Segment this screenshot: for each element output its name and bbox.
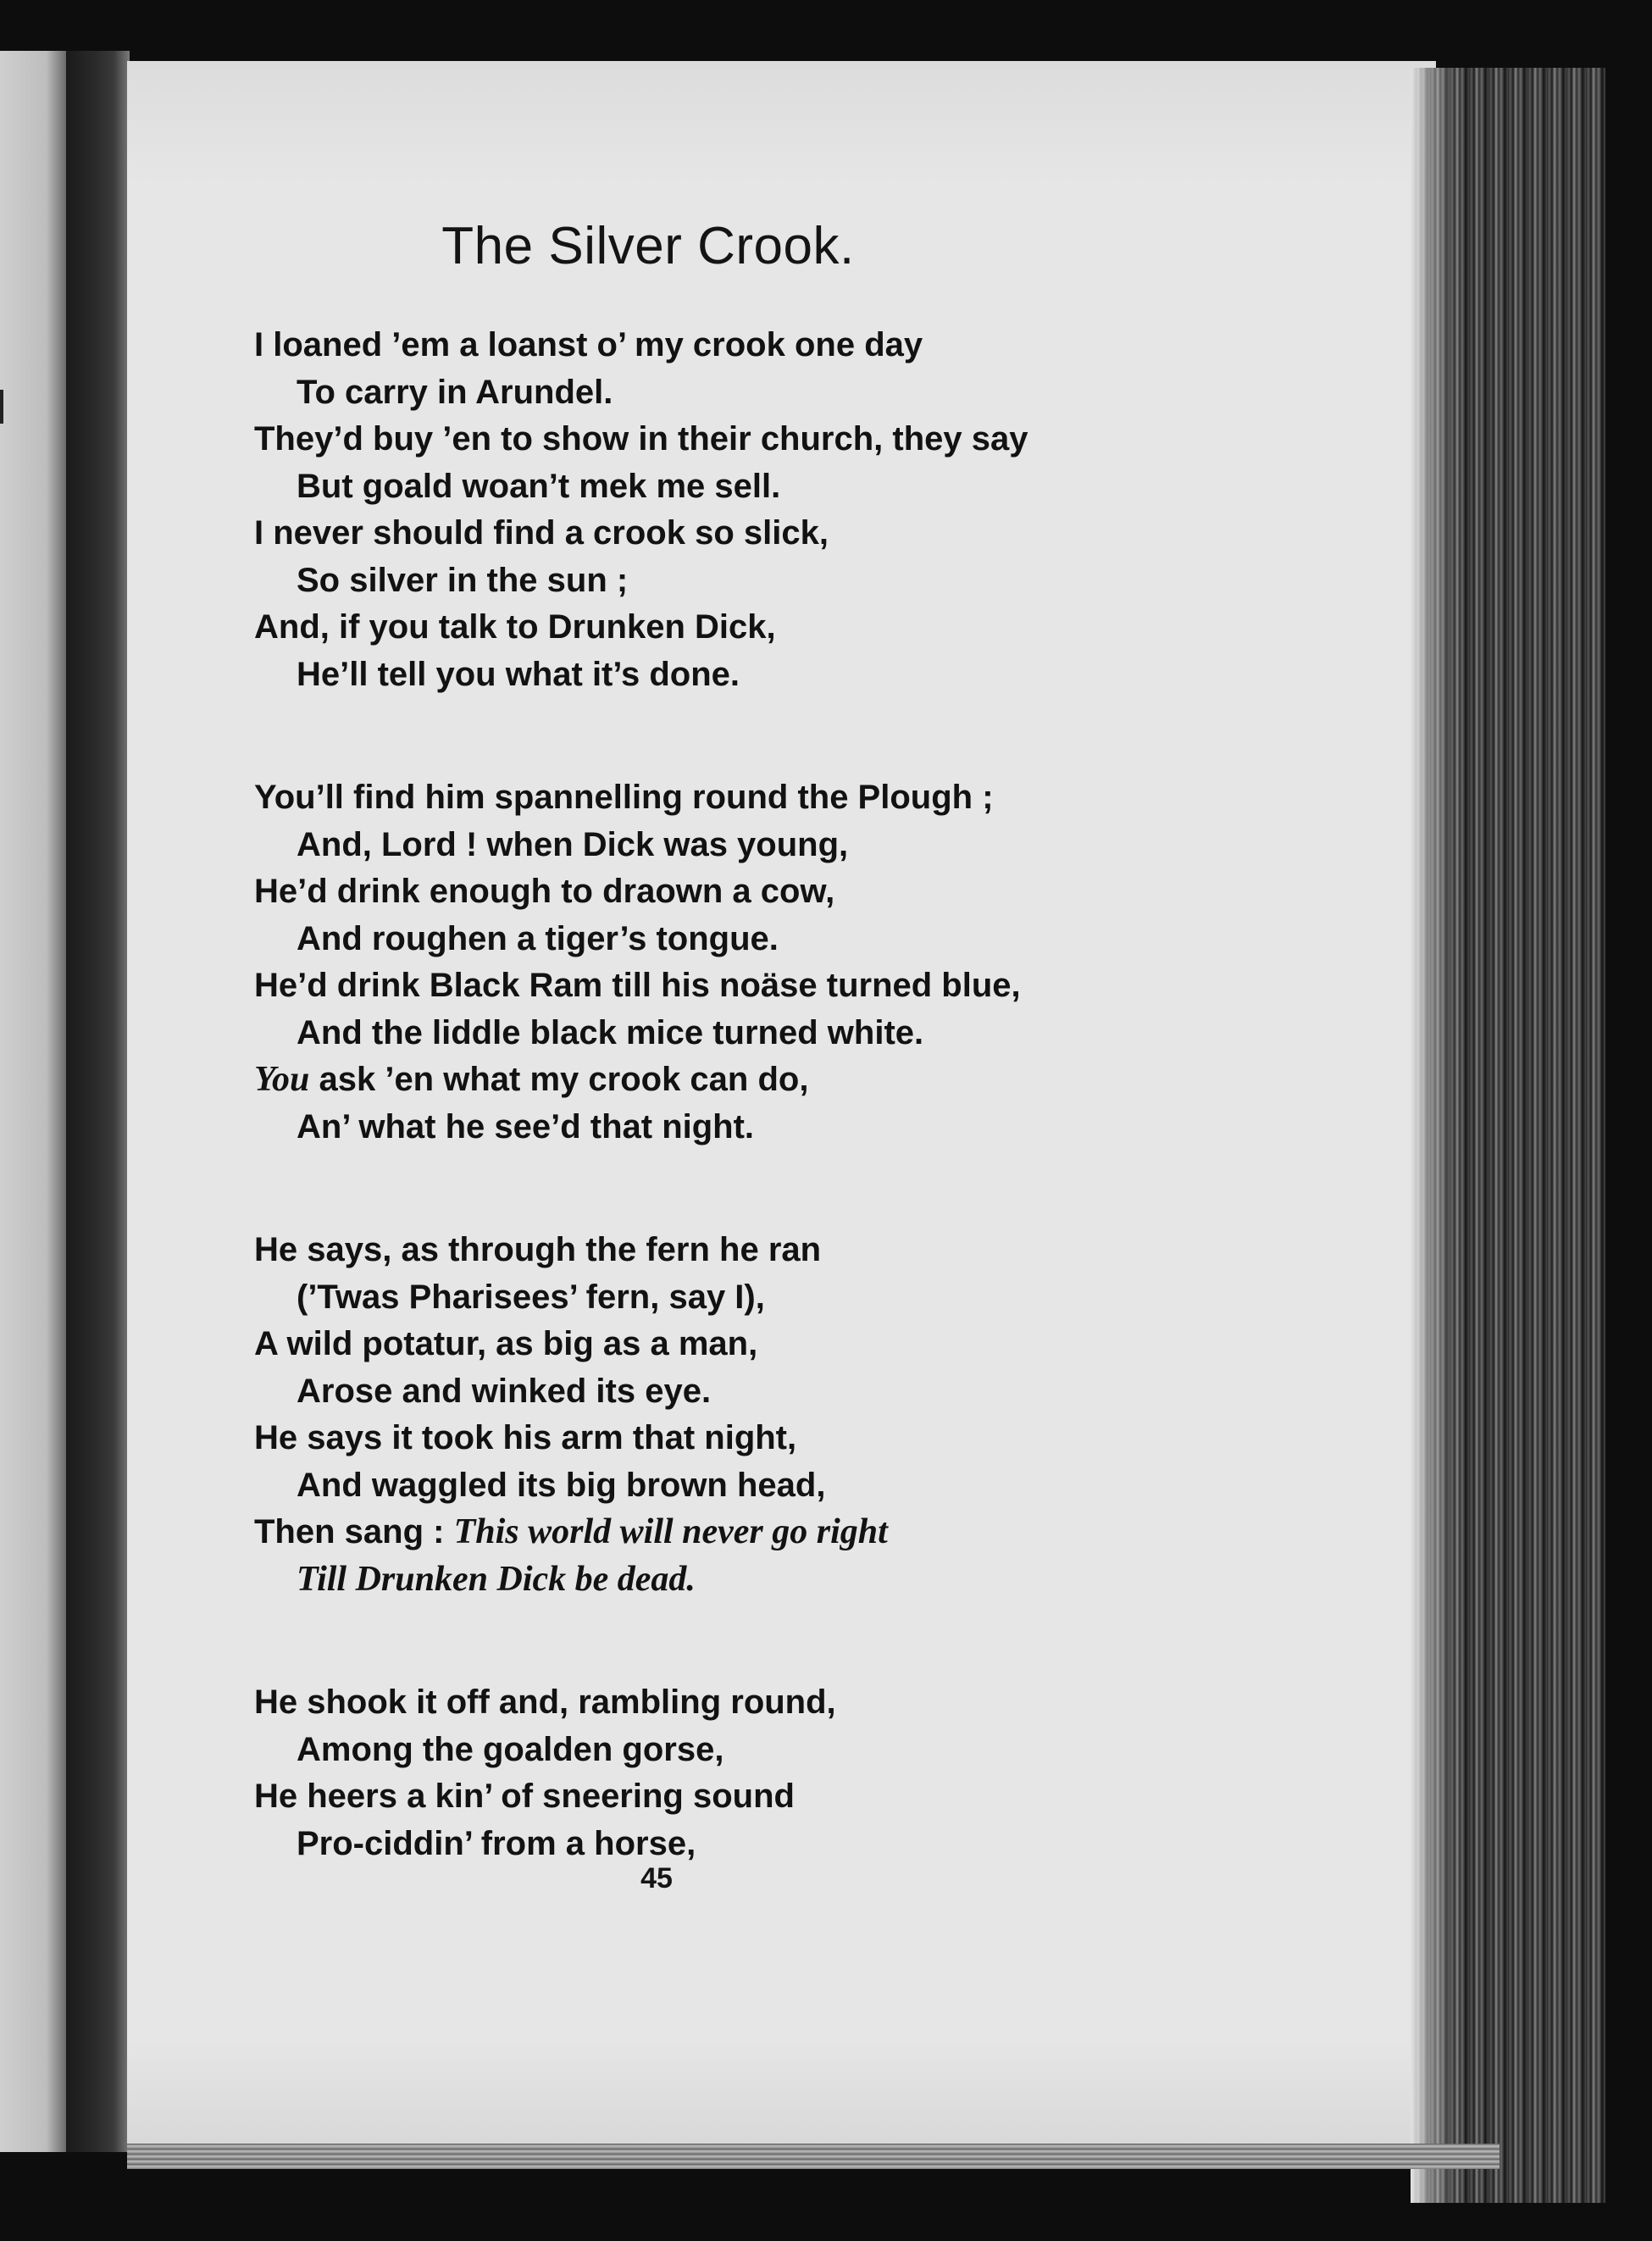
book-gutter [66, 51, 130, 2152]
page-bottom-edge [127, 2144, 1500, 2169]
poem-line: They’d buy ’en to show in their church, they say [254, 420, 1028, 458]
poem-line: He’ll tell you what it’s done. [297, 655, 740, 693]
poem-line: He says it took his arm that night, [254, 1419, 797, 1456]
poem-line: I loaned ’em a loanst o’ my crook one day [254, 326, 923, 363]
poem-line-italic: You [254, 1060, 310, 1099]
poem-line: Among the goalden gorse, [297, 1730, 724, 1768]
poem-line: Arose and winked its eye. [297, 1372, 712, 1410]
poem-line: And waggled its big brown head, [297, 1466, 826, 1504]
poem-line-text: Then sang : [254, 1513, 454, 1550]
page-number: 45 [640, 1862, 673, 1894]
poem-line [254, 1509, 1186, 1556]
poem-line-italic: This world will never go right [453, 1512, 888, 1551]
poem-line: And, if you talk to Drunken Dick, [254, 608, 776, 646]
poem-line: He shook it off and, rambling round, [254, 1684, 836, 1721]
poem-line-italic: Till Drunken Dick be dead. [297, 1559, 696, 1599]
poem-line: And roughen a tiger’s tongue. [297, 919, 779, 957]
poem-line-text: ask ’en what my crook can do, [309, 1061, 809, 1098]
poem-line: And the liddle black mice turned white. [297, 1013, 924, 1051]
poem-line: Pro-ciddin’ from a horse, [297, 1824, 696, 1862]
poem-line [254, 1057, 1186, 1104]
stanza [254, 322, 1186, 698]
poem-line: He’d drink Black Ram till his noäse turned blue, [254, 967, 1021, 1004]
poem-line: A wild potatur, as big as a man, [254, 1325, 758, 1362]
facing-page-mark [0, 390, 3, 424]
facing-page-edge [0, 51, 66, 2152]
poem-line [254, 1556, 1186, 1604]
poem-line: And, Lord ! when Dick was young, [297, 825, 849, 863]
stanza [254, 1679, 1186, 1867]
poem-line: He says, as through the fern he ran [254, 1231, 822, 1268]
poem-line: He heers a kin’ of sneering sound [254, 1778, 795, 1815]
poem-line: To carry in Arundel. [297, 373, 613, 411]
poem-body [254, 322, 1186, 1944]
stanza [254, 1227, 1186, 1603]
stanza [254, 774, 1186, 1151]
page-edge-shadow [1411, 68, 1461, 2203]
poem-line: But goald woan’t mek me sell. [297, 467, 781, 505]
poem-line: You’ll find him spannelling round the Plough ; [254, 779, 994, 816]
poem-line: (’Twas Pharisees’ fern, say I), [297, 1278, 765, 1316]
poem-line: He’d drink enough to draown a cow, [254, 873, 835, 910]
poem-line: I never should find a crook so slick, [254, 514, 829, 552]
poem-line: An’ what he see’d that night. [297, 1107, 755, 1145]
poem-line: So silver in the sun ; [297, 561, 629, 599]
poem-title: The Silver Crook. [441, 217, 855, 275]
